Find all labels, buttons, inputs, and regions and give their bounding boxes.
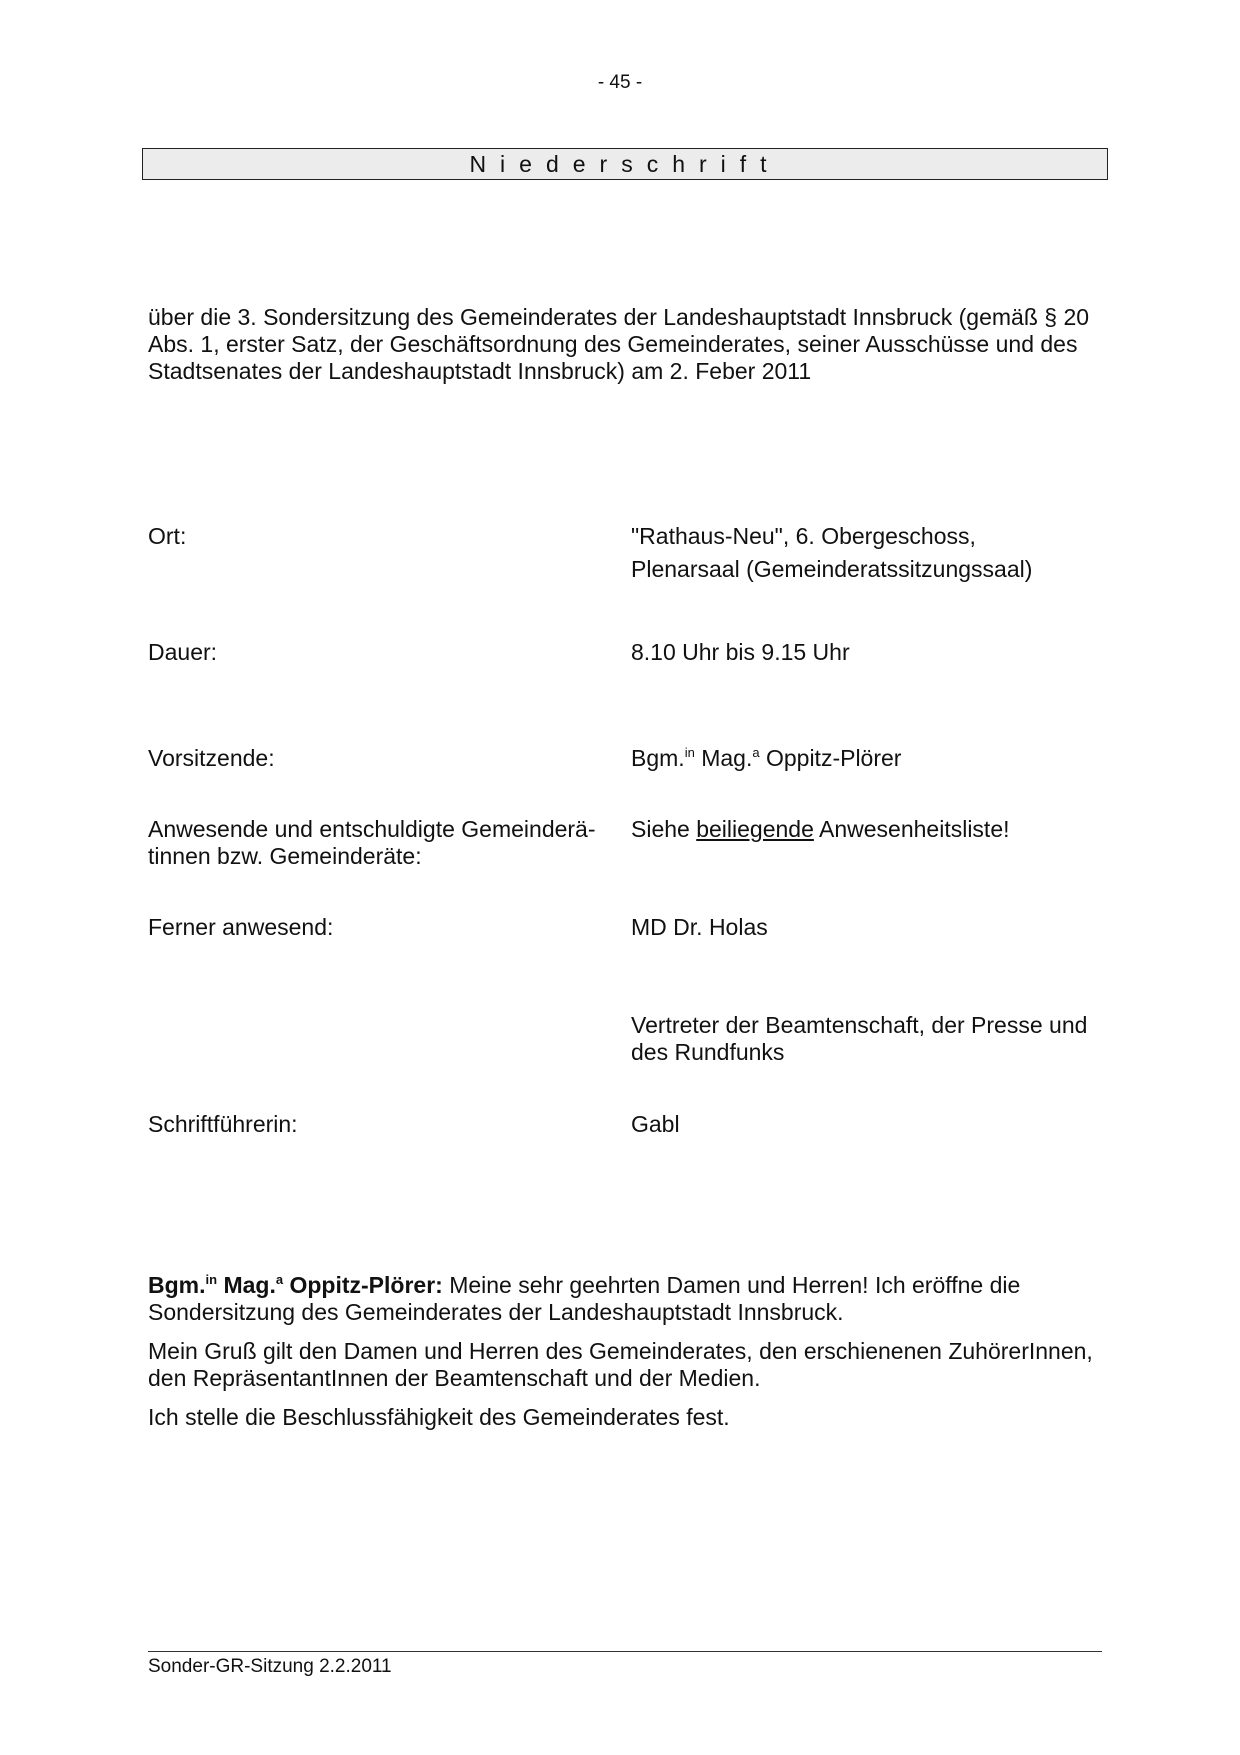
vorsitz-mag-sup: a [752, 745, 760, 760]
anwesende-label-line-1: Anwesende und entschuldigte Gemeinderä- [148, 816, 596, 842]
ort-line-2: Plenarsaal (Gemeinderatssitzungssaal) [631, 556, 1033, 582]
ferner-value: MD Dr. Holas [631, 914, 768, 940]
speech-text-1: Meine sehr geehrten Damen und Herren! Ich eröffne die Sondersitzung des Gemeinderates der Landeshauptstadt Innsbruck. [148, 1272, 1021, 1325]
anwesende-suffix: Anwesenheitsliste! [819, 816, 1010, 842]
speaker-mag-sup: a [275, 1272, 284, 1287]
speech-paragraph-2: Mein Gruß gilt den Damen und Herren des Gemeinderates, den erschienenen ZuhörerInnen, den RepräsentantInnen der Beamtenschaft und der Medien. [148, 1338, 1093, 1391]
vorsitz-name: Oppitz-Plörer [765, 745, 902, 771]
ort-line-1: "Rathaus-Neu", 6. Obergeschoss, [631, 523, 976, 549]
ort-label: Ort: [148, 523, 187, 549]
speech-paragraph-3: Ich stelle die Beschlussfähigkeit des Gemeinderates fest. [148, 1404, 730, 1430]
vorsitz-mag: Mag. [701, 745, 753, 771]
speaker-bgm: Bgm. [148, 1272, 206, 1298]
anwesende-label-line-2: tinnen bzw. Gemeinderäte: [148, 843, 422, 869]
footer-divider [148, 1651, 1102, 1652]
vertreter-value: Vertreter der Beamtenschaft, der Presse und des Rundfunks [631, 1012, 1088, 1065]
schrift-label: Schriftführerin: [148, 1111, 298, 1137]
speaker-mag: Mag. [223, 1272, 276, 1298]
speaker-name [148, 1272, 443, 1298]
speaker-bgm-sup: in [205, 1272, 218, 1287]
intro-paragraph: über die 3. Sondersitzung des Gemeinderates der Landeshauptstadt Innsbruck (gemäß § 20 Abs. 1, erster Satz, der Geschäftsordnung des Gemeinderates, seiner Ausschüsse und des Stadtsenates der Landeshauptstadt Innsbruck) am 2. Feber 2011 [148, 304, 1090, 384]
speech-paragraph-1 [148, 1272, 1108, 1326]
document-title: Niederschrift [142, 148, 1108, 180]
vorsitz-bgm: Bgm. [631, 745, 685, 771]
dauer-value: 8.10 Uhr bis 9.15 Uhr [631, 639, 850, 665]
footer-text: Sonder-GR-Sitzung 2.2.2011 [148, 1656, 392, 1677]
anwesende-prefix: Siehe [631, 816, 690, 842]
schrift-value: Gabl [631, 1111, 680, 1137]
vorsitz-bgm-sup: in [684, 745, 695, 760]
ort-value [631, 520, 1101, 586]
dauer-label: Dauer: [148, 639, 218, 665]
page-number: - 45 - [597, 72, 643, 93]
ferner-label: Ferner anwesend: [148, 914, 334, 940]
anwesende-label [148, 816, 618, 870]
anwesende-underlined: beiliegende [696, 816, 814, 842]
vorsitz-label: Vorsitzende: [148, 745, 275, 771]
speaker-surname: Oppitz-Plörer: [289, 1272, 443, 1298]
vorsitz-value [631, 745, 1101, 772]
anwesende-value [631, 816, 1101, 843]
